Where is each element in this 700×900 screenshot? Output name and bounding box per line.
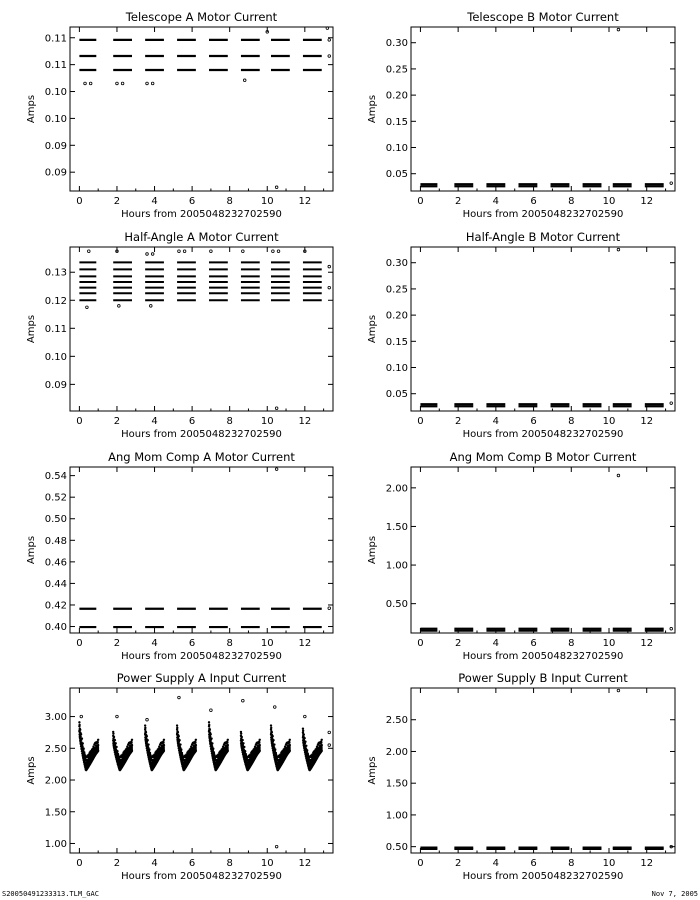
- data-point: [321, 744, 323, 746]
- data-point: [210, 709, 213, 712]
- plot-frame: [70, 467, 333, 633]
- y-tick-label: 0.54: [44, 471, 67, 483]
- x-tick-label: 6: [530, 638, 537, 649]
- data-point: [80, 715, 83, 718]
- data-point: [81, 745, 83, 747]
- plot-frame: [411, 688, 675, 853]
- x-tick-label: 10: [260, 858, 274, 869]
- data-point: [273, 743, 275, 745]
- y-tick-label: 2.50: [44, 743, 67, 755]
- x-axis-label: Hours from 2005048232702590: [121, 871, 282, 882]
- x-axis-label: Hours from 2005048232702590: [462, 209, 624, 220]
- data-point: [243, 79, 246, 82]
- data-point: [78, 721, 80, 723]
- y-tick-label: 0.40: [44, 622, 67, 634]
- data-point: [303, 737, 305, 739]
- x-tick-label: 0: [76, 196, 83, 207]
- data-point: [328, 55, 331, 58]
- x-tick-label: 2: [113, 638, 121, 649]
- footer-date: Nov 7, 2005: [651, 890, 698, 898]
- data-point: [178, 250, 181, 253]
- y-tick-label: 0.09: [44, 167, 67, 179]
- data-point: [113, 736, 115, 738]
- y-axis-label: Amps: [367, 94, 378, 124]
- data-point: [163, 744, 165, 746]
- data-point: [242, 699, 245, 702]
- data-point: [178, 696, 181, 699]
- data-point: [183, 250, 186, 253]
- data-point: [118, 305, 121, 308]
- data-point: [275, 845, 278, 848]
- data-point: [670, 182, 673, 185]
- y-tick-label: 0.10: [44, 113, 67, 125]
- x-tick-label: 4: [151, 196, 158, 207]
- y-tick-label: 0.46: [44, 557, 67, 569]
- y-tick-label: 0.30: [385, 258, 408, 270]
- y-tick-label: 0.10: [44, 87, 67, 99]
- data-point: [89, 82, 92, 85]
- x-tick-label: 2: [113, 416, 121, 427]
- data-point: [79, 729, 81, 731]
- data-point: [328, 607, 331, 610]
- data-point: [84, 82, 87, 85]
- x-tick-label: 0: [417, 416, 424, 427]
- x-tick-label: 2: [454, 416, 462, 427]
- data-point: [163, 746, 165, 748]
- y-tick-label: 0.52: [44, 492, 67, 504]
- x-tick-label: 12: [298, 638, 312, 649]
- data-point: [275, 186, 278, 189]
- chart-title: Half-Angle A Motor Current: [124, 230, 279, 244]
- data-point: [210, 733, 212, 735]
- x-tick-label: 0: [417, 196, 424, 207]
- data-point: [144, 724, 146, 726]
- x-tick-label: 2: [454, 858, 462, 869]
- data-point: [163, 739, 165, 741]
- x-axis-label: Hours from 2005048232702590: [121, 651, 282, 662]
- data-point: [131, 750, 133, 752]
- data-point: [81, 737, 83, 739]
- chart-panel-5: [26, 450, 333, 662]
- y-tick-label: 0.48: [44, 535, 67, 547]
- data-point: [275, 468, 278, 471]
- y-tick-label: 0.44: [44, 578, 67, 590]
- x-tick-label: 12: [640, 196, 654, 207]
- data-point: [178, 735, 180, 737]
- data-point: [242, 742, 244, 744]
- x-tick-label: 8: [226, 196, 233, 207]
- y-tick-label: 0.25: [385, 284, 408, 296]
- data-point: [116, 750, 118, 752]
- data-point: [270, 724, 272, 726]
- data-point: [670, 402, 673, 405]
- data-point: [121, 82, 124, 85]
- y-tick-label: 2.00: [385, 483, 408, 495]
- chart-title: Telescope A Motor Current: [125, 10, 278, 24]
- data-point: [131, 744, 133, 746]
- x-tick-label: 8: [568, 638, 575, 649]
- data-point: [78, 724, 80, 726]
- data-point: [226, 742, 228, 744]
- data-point: [617, 474, 620, 477]
- data-point: [145, 731, 147, 733]
- x-tick-label: 12: [298, 196, 312, 207]
- y-tick-label: 0.20: [385, 310, 408, 322]
- data-point: [146, 735, 148, 737]
- y-tick-label: 0.15: [385, 116, 408, 128]
- chart-title: Power Supply A Input Current: [116, 671, 287, 685]
- data-point: [208, 724, 210, 726]
- data-point: [288, 746, 290, 748]
- y-tick-label: 0.12: [44, 295, 67, 307]
- x-tick-label: 4: [492, 858, 500, 869]
- footer-filename: S20050491233313.TLM_GAC: [2, 890, 99, 898]
- data-point: [115, 742, 117, 744]
- x-tick-label: 0: [417, 638, 424, 649]
- x-axis-label: Hours from 2005048232702590: [462, 429, 624, 440]
- y-tick-label: 0.09: [44, 140, 67, 152]
- data-point: [87, 250, 90, 253]
- y-tick-label: 0.10: [44, 351, 67, 363]
- data-point: [289, 750, 291, 752]
- data-point: [321, 739, 323, 741]
- plot-frame: [411, 27, 675, 191]
- data-point: [162, 742, 164, 744]
- y-tick-label: 2.00: [385, 746, 408, 758]
- x-tick-label: 4: [151, 416, 158, 427]
- data-point: [241, 739, 243, 741]
- y-axis-label: Amps: [367, 314, 378, 344]
- data-point: [114, 739, 116, 741]
- data-point: [97, 739, 99, 741]
- x-tick-label: 10: [602, 196, 616, 207]
- data-point: [112, 732, 114, 734]
- data-point: [115, 746, 117, 748]
- data-point: [151, 253, 154, 256]
- data-point: [194, 742, 196, 744]
- x-axis-label: Hours from 2005048232702590: [121, 209, 282, 220]
- y-tick-label: 0.50: [385, 599, 408, 611]
- y-tick-label: 0.25: [385, 64, 408, 76]
- chart-title: Ang Mom Comp A Motor Current: [108, 450, 295, 464]
- data-point: [670, 627, 673, 630]
- chart-title: Power Supply B Input Current: [458, 671, 628, 685]
- y-tick-label: 0.42: [44, 600, 67, 612]
- data-point: [617, 248, 620, 251]
- data-point: [149, 305, 152, 308]
- plot-frame: [70, 688, 333, 853]
- x-tick-label: 10: [602, 416, 616, 427]
- chart-panel-4: [367, 230, 675, 440]
- y-tick-label: 0.20: [385, 90, 408, 102]
- data-point: [227, 750, 229, 752]
- data-point: [211, 745, 213, 747]
- data-point: [163, 750, 165, 752]
- data-point: [116, 82, 119, 85]
- data-point: [116, 715, 119, 718]
- x-tick-label: 0: [76, 416, 83, 427]
- x-axis-label: Hours from 2005048232702590: [462, 651, 624, 662]
- y-tick-label: 1.00: [44, 838, 67, 850]
- x-tick-label: 2: [454, 196, 462, 207]
- y-tick-label: 0.10: [385, 143, 408, 155]
- data-point: [259, 744, 261, 746]
- plot-frame: [411, 467, 675, 633]
- data-point: [259, 750, 261, 752]
- y-tick-label: 0.05: [385, 169, 408, 181]
- data-point: [242, 250, 245, 253]
- data-point: [244, 750, 246, 752]
- data-point: [97, 746, 99, 748]
- data-point: [212, 747, 214, 749]
- data-point: [272, 739, 274, 741]
- data-point: [226, 746, 228, 748]
- x-tick-label: 4: [492, 638, 500, 649]
- data-point: [176, 727, 178, 729]
- data-point: [177, 731, 179, 733]
- y-axis-label: Amps: [26, 94, 37, 124]
- y-axis-label: Amps: [367, 535, 378, 565]
- data-point: [178, 739, 180, 741]
- data-point: [328, 731, 331, 734]
- data-point: [304, 715, 307, 718]
- data-point: [195, 744, 197, 746]
- y-tick-label: 0.10: [385, 363, 408, 375]
- data-point: [86, 306, 89, 309]
- data-point: [272, 250, 275, 253]
- data-point: [146, 82, 149, 85]
- chart-panel-6: [367, 450, 675, 662]
- data-point: [227, 739, 229, 741]
- data-point: [146, 718, 149, 721]
- x-tick-label: 10: [260, 638, 274, 649]
- x-tick-label: 8: [226, 416, 233, 427]
- data-point: [148, 748, 150, 750]
- data-point: [305, 745, 307, 747]
- data-point: [179, 743, 181, 745]
- data-point: [328, 286, 331, 289]
- data-point: [289, 739, 291, 741]
- chart-title: Half-Angle B Motor Current: [465, 230, 621, 244]
- x-tick-label: 4: [492, 196, 500, 207]
- x-tick-label: 8: [568, 196, 575, 207]
- data-point: [146, 253, 149, 256]
- chart-title: Telescope B Motor Current: [467, 10, 619, 24]
- data-point: [328, 744, 331, 747]
- y-axis-label: Amps: [367, 756, 378, 785]
- x-tick-label: 4: [492, 416, 500, 427]
- y-tick-label: 1.50: [44, 807, 67, 819]
- plot-frame: [411, 247, 675, 411]
- data-point: [82, 742, 84, 744]
- data-point: [194, 746, 196, 748]
- y-axis-label: Amps: [26, 756, 37, 785]
- data-point: [209, 729, 211, 731]
- data-point: [277, 250, 280, 253]
- chart-panel-7: [26, 671, 333, 882]
- data-point: [151, 82, 154, 85]
- x-tick-label: 4: [151, 858, 158, 869]
- data-point: [240, 732, 242, 734]
- x-tick-label: 2: [113, 196, 121, 207]
- x-tick-label: 6: [530, 858, 537, 869]
- x-tick-label: 10: [602, 638, 616, 649]
- data-point: [302, 730, 304, 732]
- y-tick-label: 0.05: [385, 389, 408, 401]
- x-tick-label: 8: [226, 638, 233, 649]
- data-point: [241, 736, 243, 738]
- y-tick-label: 0.15: [385, 336, 408, 348]
- data-point: [144, 727, 146, 729]
- y-tick-label: 0.13: [44, 267, 67, 279]
- data-point: [195, 739, 197, 741]
- x-tick-label: 8: [568, 416, 575, 427]
- plot-frame: [70, 247, 333, 411]
- data-point: [270, 727, 272, 729]
- data-point: [210, 737, 212, 739]
- data-point: [97, 742, 99, 744]
- data-point: [259, 739, 261, 741]
- x-tick-label: 2: [454, 638, 462, 649]
- data-point: [147, 743, 149, 745]
- x-tick-label: 12: [640, 416, 654, 427]
- data-point: [273, 706, 276, 709]
- x-tick-label: 12: [640, 638, 654, 649]
- x-tick-label: 0: [76, 858, 83, 869]
- x-tick-label: 10: [260, 196, 274, 207]
- data-point: [306, 749, 308, 751]
- y-tick-label: 0.09: [44, 379, 67, 391]
- y-tick-label: 1.00: [385, 810, 408, 822]
- y-tick-label: 1.50: [385, 778, 408, 790]
- y-tick-label: 2.00: [44, 775, 67, 787]
- x-tick-label: 12: [640, 858, 654, 869]
- data-point: [304, 741, 306, 743]
- y-axis-label: Amps: [26, 535, 37, 565]
- x-tick-label: 6: [530, 196, 537, 207]
- x-tick-label: 0: [417, 858, 424, 869]
- data-point: [211, 742, 213, 744]
- y-tick-label: 0.11: [44, 323, 67, 335]
- data-point: [176, 724, 178, 726]
- x-tick-label: 8: [226, 858, 233, 869]
- data-point: [79, 735, 81, 737]
- y-tick-label: 0.50: [385, 842, 408, 854]
- chart-panel-2: [367, 10, 675, 220]
- data-point: [243, 746, 245, 748]
- data-point: [131, 739, 133, 741]
- x-tick-label: 6: [530, 416, 537, 427]
- data-point: [320, 746, 322, 748]
- x-tick-label: 12: [298, 858, 312, 869]
- y-tick-label: 3.00: [44, 712, 67, 724]
- data-point: [617, 689, 620, 692]
- data-point: [617, 28, 620, 31]
- data-point: [131, 746, 133, 748]
- x-tick-label: 6: [188, 416, 196, 427]
- data-point: [328, 265, 331, 268]
- data-point: [82, 747, 84, 749]
- x-tick-label: 6: [188, 638, 196, 649]
- x-tick-label: 2: [113, 858, 121, 869]
- x-tick-label: 6: [188, 858, 196, 869]
- data-point: [146, 739, 148, 741]
- x-tick-label: 10: [260, 416, 274, 427]
- data-point: [258, 742, 260, 744]
- y-tick-label: 0.11: [44, 60, 67, 72]
- data-point: [97, 744, 99, 746]
- data-point: [289, 744, 291, 746]
- data-point: [180, 748, 182, 750]
- data-point: [195, 750, 197, 752]
- data-point: [274, 748, 276, 750]
- data-point: [320, 742, 322, 744]
- data-point: [97, 750, 99, 752]
- data-point: [210, 250, 213, 253]
- chart-panel-3: [26, 230, 333, 440]
- data-point: [271, 735, 273, 737]
- x-axis-label: Hours from 2005048232702590: [121, 429, 282, 440]
- x-tick-label: 0: [76, 638, 83, 649]
- x-tick-label: 4: [151, 638, 158, 649]
- x-tick-label: 10: [602, 858, 616, 869]
- chart-panel-1: [26, 10, 333, 220]
- chart-panel-8: [367, 671, 675, 882]
- data-point: [208, 721, 210, 723]
- x-tick-label: 12: [298, 416, 312, 427]
- y-tick-label: 0.11: [44, 33, 67, 45]
- x-tick-label: 6: [188, 196, 196, 207]
- data-point: [288, 742, 290, 744]
- y-tick-label: 1.50: [385, 521, 408, 533]
- data-point: [321, 750, 323, 752]
- data-point: [130, 742, 132, 744]
- data-point: [227, 744, 229, 746]
- chart-title: Ang Mom Comp B Motor Current: [449, 450, 637, 464]
- data-point: [326, 27, 329, 30]
- data-point: [302, 728, 304, 730]
- data-point: [303, 733, 305, 735]
- data-point: [80, 733, 82, 735]
- data-point: [271, 731, 273, 733]
- plot-frame: [70, 27, 333, 191]
- y-tick-label: 0.30: [385, 38, 408, 50]
- data-point: [258, 746, 260, 748]
- y-axis-label: Amps: [26, 314, 37, 344]
- y-tick-label: 0.50: [44, 514, 67, 526]
- x-axis-label: Hours from 2005048232702590: [462, 871, 624, 882]
- data-point: [275, 407, 278, 410]
- data-point: [209, 735, 211, 737]
- data-point: [328, 39, 331, 42]
- y-tick-label: 2.50: [385, 715, 408, 727]
- x-tick-label: 8: [568, 858, 575, 869]
- y-tick-label: 1.00: [385, 560, 408, 572]
